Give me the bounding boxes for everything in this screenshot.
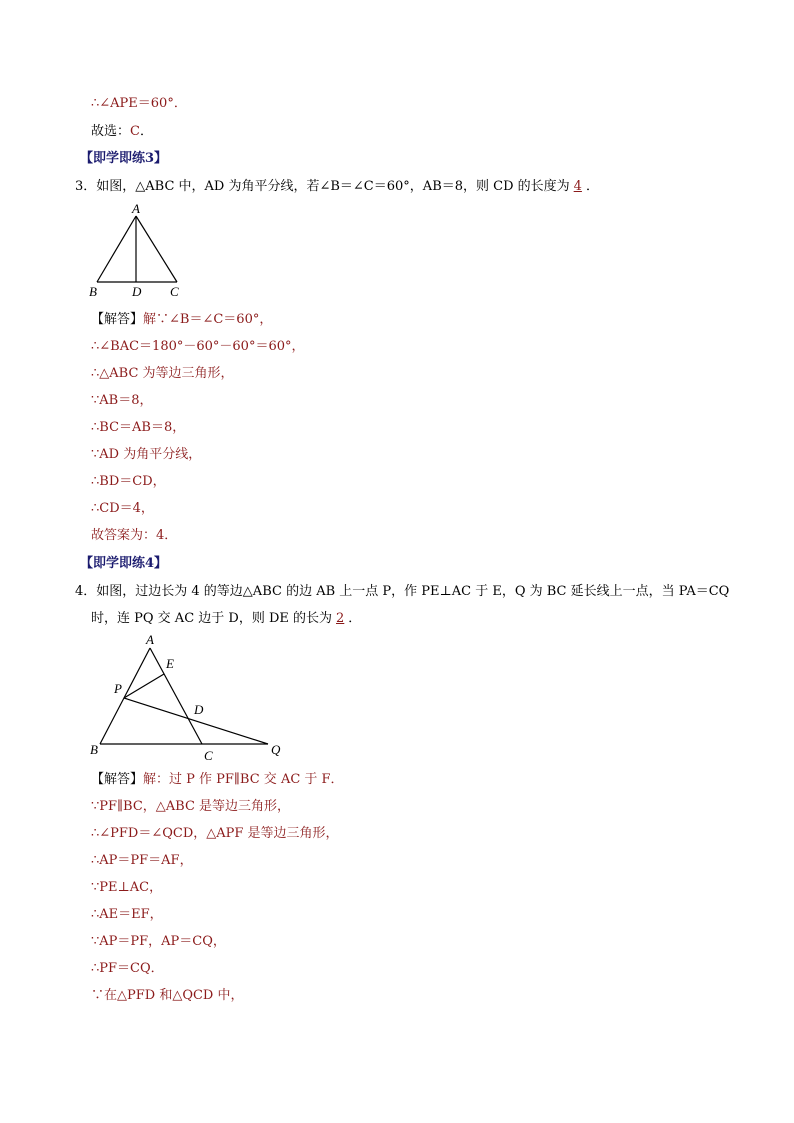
question4-answer-blank: 2 [336, 611, 345, 626]
question3-text: 3．如图，△ABC 中，AD 为角平分线，若∠B＝∠C＝60°，AB＝8，则 CD 的长度为 [75, 179, 570, 194]
triangle-figure-4 [80, 630, 300, 765]
label-e: E [166, 656, 174, 671]
solution4-line: ∴AE＝EF， [91, 907, 163, 922]
label-c: C [170, 284, 179, 299]
section4-header: 【即学即练4】 [80, 556, 168, 571]
solution4-line: ∴AP＝PF＝AF， [91, 853, 193, 868]
label-b: B [90, 742, 98, 757]
choice-suffix: ． [139, 124, 153, 139]
solution3-line: ∴BD＝CD， [91, 474, 166, 489]
label-a: A [132, 201, 140, 216]
solution3-line: ∴△ABC 为等边三角形， [91, 366, 234, 381]
question3-answer-blank: 4 [573, 179, 582, 194]
solution4-line: ∵PF∥BC，△ABC 是等边三角形， [91, 799, 291, 814]
solution3-line: 【解答】解∵∠B＝∠C＝60°， [91, 312, 273, 327]
label-p: P [114, 681, 122, 696]
label-d: D [132, 284, 142, 299]
conclusion-line: ∴∠APE＝60°． [91, 96, 187, 111]
label-b: B [89, 284, 97, 299]
solution3-line: ∴∠BAC＝180°－60°－60°＝60°， [91, 339, 305, 354]
solution3-line-0: 解∵∠B＝∠C＝60°， [143, 312, 273, 327]
choice-line [91, 123, 153, 141]
label-c: C [204, 748, 213, 763]
solution4-line: ∵PE⊥AC， [91, 880, 163, 895]
question4-text: 时，连 PQ 交 AC 边于 D，则 DE 的长为 [91, 611, 333, 626]
solution3-line: ∴CD＝4， [91, 501, 154, 516]
side-ac [136, 216, 177, 282]
solution4-line: ∵AP＝PF，AP＝CQ， [91, 934, 226, 949]
section3-header: 【即学即练3】 [80, 151, 168, 166]
question4-line2 [91, 610, 361, 628]
solution3-line: ∵AD 为角平分线， [91, 447, 202, 462]
question4-suffix: ． [348, 611, 362, 626]
solution4-line: ∴∠PFD＝∠QCD，△APF 是等边三角形， [91, 826, 339, 841]
choice-answer: C [130, 124, 140, 139]
question3 [75, 178, 599, 196]
solution4-line: ∴PF＝CQ． [91, 961, 164, 976]
solution4-line: 【解答】解：过 P 作 PF∥BC 交 AC 于 F． [91, 772, 344, 787]
choice-prefix: 故选： [91, 124, 131, 139]
side-ac [150, 648, 202, 744]
label-q: Q [271, 742, 281, 757]
label-d: D [194, 702, 204, 717]
solution4-line: ∵在△PFD 和△QCD 中， [91, 988, 244, 1003]
solution4-line-0: 解：过 P 作 PF∥BC 交 AC 于 F． [143, 772, 344, 787]
solution3-line: 故答案为：4． [91, 528, 178, 543]
side-ab [100, 648, 150, 744]
side-ab [97, 216, 136, 282]
solution3-line: ∴BC＝AB＝8， [91, 420, 186, 435]
solution3-line: ∵AB＝8， [91, 393, 153, 408]
question3-suffix: ． [585, 179, 599, 194]
label-a: A [146, 632, 154, 647]
question4-line1: 4．如图，过边长为 4 的等边△ABC 的边 AB 上一点 P，作 PE⊥AC 于 E，Q 为 BC 延长线上一点，当 PA＝CQ [75, 584, 730, 599]
triangle-figure-3 [80, 198, 200, 303]
